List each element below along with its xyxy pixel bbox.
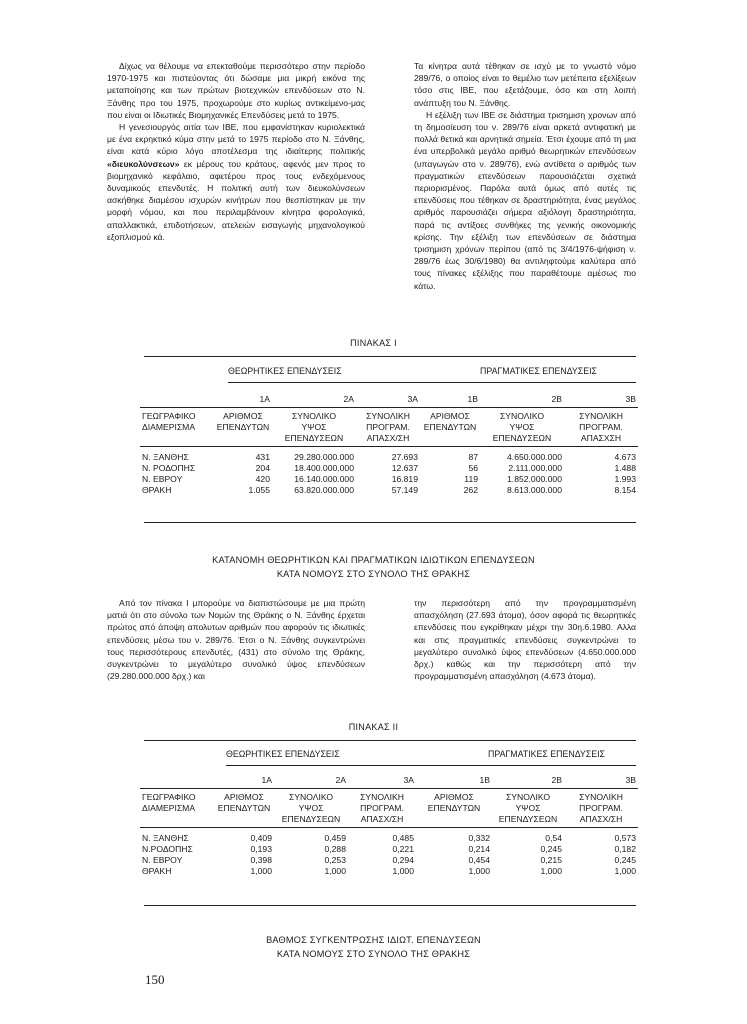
value-cell: 8.613.000.000 <box>507 485 562 495</box>
table1-header-cell: ΣΥΝΟΛΙΚΗ <box>579 411 623 421</box>
table2-header-cell: ΣΥΝΟΛΙΚΗ <box>360 792 404 802</box>
value-cell: 57.149 <box>391 485 418 495</box>
table1-header-cell: ΑΠΑΣΧ/ΣΗ <box>366 433 410 443</box>
table2-header-cell: ΠΡΟΓΡΑΜ. <box>579 803 623 813</box>
table1-caption-line-2: ΚΑΤΑ ΝΟΜΟΥΣ ΣΤΟ ΣΥΝΟΛΟ ΤΗΣ ΘΡΑΚΗΣ <box>276 569 471 579</box>
table1-header-row <box>140 433 638 444</box>
table1-header-cell: ΥΨΟΣ <box>509 422 535 432</box>
table1-header-cell: ΑΡΙΘΜΟΣ <box>430 411 470 421</box>
table2-header-cell: ΕΠΕΝΔΥΣΕΩΝ <box>281 814 341 824</box>
region-cell: ΘΡΑΚΗ <box>142 485 172 495</box>
region-cell: ΘΡΑΚΗ <box>142 866 172 876</box>
intro-left-column <box>107 60 365 243</box>
region-cell: Ν. ΞΑΝΘΗΣ <box>142 452 189 462</box>
value-cell: 1.993 <box>614 474 636 484</box>
table1-title: ΠΙΝΑΚΑΣ Ι <box>350 338 397 348</box>
value-cell: 420 <box>255 474 270 484</box>
table-row <box>140 485 638 496</box>
value-cell: 27.693 <box>391 452 418 462</box>
value-cell: 0,454 <box>468 855 490 865</box>
table2-header-row <box>140 803 638 814</box>
value-cell: 0,54 <box>545 833 562 843</box>
value-cell: 1,000 <box>250 866 272 876</box>
table2-header-cell: ΔΙΑΜΕΡΙΣΜΑ <box>142 803 196 813</box>
value-cell: 119 <box>464 474 478 484</box>
table1-header-cell: ΣΥΝΟΛΙΚΟ <box>499 411 545 421</box>
table2-caption-line-2: ΚΑΤΑ ΝΟΜΟΥΣ ΣΤΟ ΣΥΝΟΛΟ ΤΗΣ ΘΡΑΚΗΣ <box>276 949 471 959</box>
table2-code-row <box>140 775 638 786</box>
table2-header-row <box>140 814 638 825</box>
table-row <box>140 452 638 463</box>
table1-code: 1Α <box>259 394 270 404</box>
value-cell: 204 <box>255 463 270 473</box>
value-cell: 1.852.000.000 <box>507 474 562 484</box>
value-cell: 1,000 <box>324 866 346 876</box>
table2-header-cell: ΣΥΝΟΛΙΚΟ <box>288 792 334 802</box>
value-cell: 0,573 <box>614 833 636 843</box>
table1-header-row <box>140 411 638 422</box>
table2-code: 2Β <box>551 775 562 785</box>
table2-code: 1Α <box>261 775 272 785</box>
value-cell: 29.280.000.000 <box>294 452 354 462</box>
value-cell: 16.140.000.000 <box>294 474 354 484</box>
value-cell: 0,245 <box>614 855 636 865</box>
table1-header-cell: ΕΠΕΝΔΥΣΕΩΝ <box>284 433 344 443</box>
table1-header-cell: ΣΥΝΟΛΙΚΟ <box>291 411 337 421</box>
value-cell: 0,409 <box>250 833 272 843</box>
table1-code: 3Β <box>625 394 636 404</box>
value-cell: 0,245 <box>540 844 562 854</box>
value-cell: 1,000 <box>614 866 636 876</box>
table1-code: 2Α <box>343 394 354 404</box>
table1-header-cell: ΣΥΝΟΛΙΚΗ <box>366 411 410 421</box>
value-cell: 4.673 <box>614 452 636 462</box>
table2-header-cell: ΣΥΝΟΛΙΚΟ <box>505 792 551 802</box>
table-row <box>140 474 638 485</box>
table2-header-cell: ΕΠΕΝΔΥΣΕΩΝ <box>498 814 558 824</box>
value-cell: 16.819 <box>391 474 418 484</box>
intro-right-column <box>414 60 636 292</box>
value-cell: 0,485 <box>392 833 414 843</box>
middle-left-column <box>107 597 365 682</box>
table1-code-row <box>140 394 638 405</box>
table2-header-cell: ΕΠΕΝΔΥΤΩΝ <box>427 803 481 813</box>
table2-top-rule <box>144 740 636 741</box>
table-row <box>140 463 638 474</box>
value-cell: 1,000 <box>392 866 414 876</box>
table2-header-cell: ΠΡΟΓΡΑΜ. <box>360 803 404 813</box>
value-cell: 1,000 <box>540 866 562 876</box>
table2-code: 1Β <box>479 775 490 785</box>
value-cell: 4.650.000.000 <box>507 452 562 462</box>
table2-header-cell: ΕΠΕΝΔΥΤΩΝ <box>217 803 271 813</box>
table1-caption-line-1: ΚΑΤΑΝΟΜΗ ΘΕΩΡΗΤΙΚΩΝ ΚΑΙ ΠΡΑΓΜΑΤΙΚΩΝ ΙΔΙΩΤΙΚΩΝ ΕΠΕΝΔΥΣΕΩΝ <box>212 555 535 565</box>
table1-code: 3Α <box>407 394 418 404</box>
intro-right-paragraph-1: Τα κίνητρα αυτά τέθηκαν σε ισχύ με το γνωστό νόμο 289/76, ο οποίος είναι το θεμέλιο των μετέπειτα εξελίξεων τόσο στις ΙΒΕ, που εξετάζουμε, όσο και στη λοιπή ανάπτυξη του Ν. Ξάνθης. <box>414 61 636 108</box>
table1-group-rule <box>228 382 636 383</box>
table2-header-cell: ΓΕΩΓΡΑΦΙΚΟ <box>142 792 196 802</box>
value-cell: 63.820.000.000 <box>294 485 354 495</box>
table1-header-cell: ΠΡΟΓΡΑΜ. <box>366 422 410 432</box>
table1-caption <box>0 553 747 581</box>
table2-code: 2Α <box>335 775 346 785</box>
value-cell: 0,193 <box>250 844 272 854</box>
table1-group-theoretical: ΘΕΩΡΗΤΙΚΕΣ ΕΠΕΝΔΥΣΕΙΣ <box>228 366 342 376</box>
value-cell: 0,398 <box>250 855 272 865</box>
table1-header-cell: ΑΡΙΘΜΟΣ <box>223 411 263 421</box>
value-cell: 2.111.000.000 <box>508 463 562 473</box>
table2-caption <box>0 933 747 961</box>
table-row <box>140 833 638 844</box>
middle-right-paragraph: την περισσότερη από την προγραμματισμένη απασχόληση (27.693 άτομα), όσον αφορά τις θεωρητικές επενδύσεις που εγκρίθηκαν μέχρι την 30η.6.1980. Αλλα και στις πραγματικές επενδύσεις συγκεντρώνει το μεγαλύτερο συνολικό ύψος επενδύσεων (4.650.000.000 δρχ.) καθώς και την περισσότερη από την προγραμματισμένη απασχόληση (4.673 άτομα). <box>414 598 636 682</box>
value-cell: 12.637 <box>391 463 418 473</box>
table1-header-cell: ΑΠΑΣΧΣΗ <box>580 433 622 443</box>
value-cell: 1.055 <box>248 485 270 495</box>
table2-header-cell: ΑΠΑΣΧ/ΣΗ <box>579 814 623 824</box>
middle-right-column <box>414 597 636 682</box>
table1-top-rule <box>144 356 636 357</box>
table1-header-cell: ΔΙΑΜΕΡΙΣΜΑ <box>142 422 196 432</box>
emphasis-term: «διευκολύνσεων» <box>107 158 180 169</box>
table1-header-cell: ΠΡΟΓΡΑΜ. <box>579 422 623 432</box>
region-cell: Ν.ΡΟΔΟΠΗΣ <box>142 844 193 854</box>
value-cell: 0,288 <box>324 844 346 854</box>
table1-header-cell: ΓΕΩΓΡΑΦΙΚΟ <box>142 411 196 421</box>
table2-header-cell: ΑΡΙΘΜΟΣ <box>434 792 474 802</box>
region-cell: Ν. ΡΟΔΟΠΗΣ <box>142 463 196 473</box>
table1-header-cell: ΕΠΕΝΔΥΤΩΝ <box>216 422 270 432</box>
table2-group-actual: ΠΡΑΓΜΑΤΙΚΕΣ ΕΠΕΝΔΥΣΕΙΣ <box>488 749 605 759</box>
value-cell: 0,459 <box>324 833 346 843</box>
table2-group-theoretical: ΘΕΩΡΗΤΙΚΕΣ ΕΠΕΝΔΥΣΕΙΣ <box>226 749 340 759</box>
value-cell: 0,332 <box>468 833 490 843</box>
value-cell: 262 <box>463 485 478 495</box>
value-cell: 87 <box>468 452 478 462</box>
intro-right-paragraph-2: Η εξέλιξη των ΙΒΕ σε διάστημα τρισημιση χρονων από τη δημοσίευση του ν. 289/76 είναι αρκετά αντιφατική με πολλά θετικά και αρνητικά σημεία. Έτσι έχουμε από τη μια ένα υπερβολικά μεγάλο αριθμό θεωρητικών επενδύσεων (υπαγωγών στο ν. 289/76), ενώ αντίθετα ο αριθμός των πραγματικών επενδύσεων παρουσιάζεται σχετικά περιορισμένος. Παρόλα αυτά όμως από αυτές τις επενδύσεις που τέθηκαν σε δραστηριότητα, ένας μεγάλος αριθμός παρουσιάζει σήμερα αξιόλογη δραστηριότητα, παρά τις αντίξοες συνθήκες της γενικής οικονομικής κρίσης. Την εξέλιξη των επενδύσεων σε διάστημα τρισημιση χρόνων περίπου (από τις 3/4/1976-ψήφιση ν. 289/76 έως 30/6/1980) θα αντιληφτούμε καλύτερα από τους πίνακες εξέλιξης που παραθέτουμε αμέσως πιο κάτω. <box>414 109 636 291</box>
table2-bottom-rule <box>144 905 636 906</box>
table2-header-cell: ΥΨΟΣ <box>298 803 324 813</box>
region-cell: Ν. ΞΑΝΘΗΣ <box>142 833 189 843</box>
value-cell: 431 <box>255 452 270 462</box>
value-cell: 0,253 <box>324 855 346 865</box>
table2-title: ΠΙΝΑΚΑΣ ΙΙ <box>348 722 399 732</box>
value-cell: 0,221 <box>392 844 414 854</box>
table2 <box>140 775 638 877</box>
table2-caption-line-1: ΒΑΘΜΟΣ ΣΥΓΚΕΝΤΡΩΣΗΣ ΙΔΙΩΤ. ΕΠΕΝΔΥΣΕΩΝ <box>266 935 481 945</box>
intro-left-paragraph-1: Δίχως να θέλουμε να επεκταθούμε περισσότερο στην περίοδο 1970-1975 και πιστεύοντας ότι δώσαμε μια μικρή εικόνα της μεταποίησης και των πρώτων βιοτεχνικών επενδύσεων στο Ν. Ξάνθης προ του 1975, προχωρούμε στο κυρίως αντικείμενο-μας που είναι οι Ιδιωτικές Βιομηχανικές Επενδύσεις μετά το 1975. <box>107 61 365 120</box>
table1-code: 1Β <box>467 394 478 404</box>
value-cell: 0,182 <box>614 844 636 854</box>
table1-code: 2Β <box>551 394 562 404</box>
value-cell: 8.154 <box>614 485 636 495</box>
table1-bottom-rule <box>144 522 636 523</box>
value-cell: 1,000 <box>468 866 490 876</box>
table2-header-cell: ΣΥΝΟΛΙΚΗ <box>579 792 623 802</box>
table2-code: 3Α <box>403 775 414 785</box>
table1-group-actual: ΠΡΑΓΜΑΤΙΚΕΣ ΕΠΕΝΔΥΣΕΙΣ <box>480 366 597 376</box>
region-cell: Ν. ΕΒΡΟΥ <box>142 474 183 484</box>
table2-code: 3Β <box>625 775 636 785</box>
region-cell: Ν. ΕΒΡΟΥ <box>142 855 183 865</box>
table1 <box>140 394 638 496</box>
table1-header-cell: ΕΠΕΝΔΥΤΩΝ <box>423 422 477 432</box>
value-cell: 18.400.000.000 <box>294 463 354 473</box>
table1-header-row <box>140 422 638 433</box>
value-cell: 1.488 <box>614 463 636 473</box>
table-row <box>140 866 638 877</box>
table1-header-cell: ΥΨΟΣ <box>301 422 327 432</box>
table-row <box>140 844 638 855</box>
value-cell: 56 <box>468 463 478 473</box>
middle-left-paragraph: Από τον πίνακα Ι μπορούμε να διαπιστώσουμε με μια πρώτη ματιά ότι στο σύνολο των Νομών της Θράκης ο Ν. Ξάνθης έρχεται πρώτος από άποψη απολυτων αριθμών που αφορούν τις ιδιωτικές επενδύσεις μέσω του ν. 289/76. Έτσι ο Ν. Ξάνθης συγκεντρώνει τους περισσότερους επενδυτές, (431) στο σύνολο της Θράκης, συγκεντρώνει το μεγαλύτερο συνολικό ύψος επενδύσεων (29.280.000.000 δρχ.) και <box>107 598 365 682</box>
table2-header-cell: ΑΠΑΣΧ/ΣΗ <box>360 814 404 824</box>
value-cell: 0,294 <box>392 855 414 865</box>
value-cell: 0,214 <box>468 844 490 854</box>
value-cell: 0,215 <box>540 855 562 865</box>
table2-header-cell: ΥΨΟΣ <box>515 803 541 813</box>
table2-group-rule <box>226 765 636 766</box>
page-number: 150 <box>145 972 165 987</box>
table2-header-cell: ΑΡΙΘΜΟΣ <box>224 792 264 802</box>
table1-header-cell: ΕΠΕΝΔΥΣΕΩΝ <box>492 433 552 443</box>
table-row <box>140 855 638 866</box>
intro-left-paragraph-2: Η γενεσιουργός αιτία των ΙΒΕ, που εμφανίστηκαν κυριολεκτικά με ένα εκρηκτικό κύμα στην μετά το 1975 περίοδο στο Ν. Ξάνθης, είναι κατά κύριο λόγο αποτέλεσμα της ιδιαίτερης πολιτικής «διευκολύνσεων» εκ μέρους του κράτους, αφενός μεν προς το βιομηχανικό κεφάλαιο, αφετέρου προς τους ενδεχόμενους δυναμικούς επενδυτές. Η πολιτική αυτή των διευκολύνσεων ασκήθηκε διαμέσου ισχυρών κινήτρων που θεσπίστηκαν με την μορφή νόμου, και που περιλαμβάνουν κίνητρα φορολογικά, απαλλακτικά, επιδοτήσεων, ατελειών εισαγωγής μηχανολογικού εξοπλισμού κά. <box>107 122 365 242</box>
table2-header-row <box>140 792 638 803</box>
